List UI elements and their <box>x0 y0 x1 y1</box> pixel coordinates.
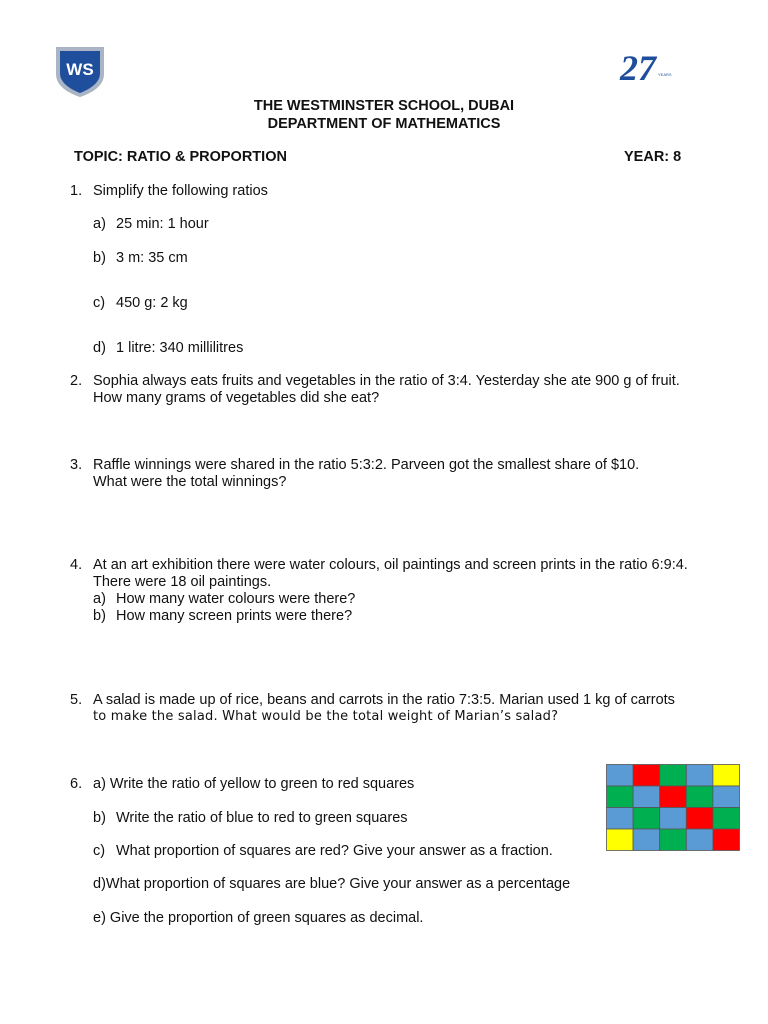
topic-heading: TOPIC: RATIO & PROPORTION <box>74 149 287 165</box>
q1-number: 1. <box>70 183 83 199</box>
q2-line2: How many grams of vegetables did she eat? <box>93 390 380 406</box>
grid-square-red <box>660 786 687 808</box>
year-heading: YEAR: 8 <box>624 149 682 165</box>
school-logo-text: WS <box>66 60 94 79</box>
q1a-label: a) <box>93 216 106 232</box>
grid-square-red <box>686 808 713 830</box>
grid-square-green <box>633 808 660 830</box>
q3-line1: Raffle winnings were shared in the ratio 5:3:2. Parveen got the smallest share of $10. <box>93 457 640 473</box>
colored-square-grid <box>606 764 740 851</box>
grid-square-green <box>660 765 687 787</box>
q6e-text: e) Give the proportion of green squares as decimal. <box>93 910 424 926</box>
grid-square-blue <box>633 829 660 851</box>
grid-square-green <box>660 829 687 851</box>
anniversary-logo-text: 27 <box>620 48 656 86</box>
q1a-text: 25 min: 1 hour <box>116 216 209 232</box>
q3-number: 3. <box>70 457 83 473</box>
q1d-label: d) <box>93 340 106 356</box>
q4a-label: a) <box>93 591 106 607</box>
q4-line1: At an art exhibition there were water colours, oil paintings and screen prints in the ratio 6:9:4. <box>93 557 688 573</box>
grid-square-red <box>633 765 660 787</box>
q1b-text: 3 m: 35 cm <box>116 250 188 266</box>
department-name: DEPARTMENT OF MATHEMATICS <box>267 116 501 132</box>
grid-square-yellow <box>607 829 634 851</box>
school-logo <box>52 44 108 98</box>
grid-square-red <box>713 829 740 851</box>
q4-number: 4. <box>70 557 83 573</box>
q6d-text: d)What proportion of squares are blue? Give your answer as a percentage <box>93 876 571 892</box>
anniversary-logo-small: YEARS <box>658 72 672 77</box>
q6c-text: What proportion of squares are red? Give your answer as a fraction. <box>116 843 553 859</box>
grid-square-blue <box>607 765 634 787</box>
q6a-text: a) Write the ratio of yellow to green to red squares <box>93 776 415 792</box>
school-name: THE WESTMINSTER SCHOOL, DUBAI <box>253 98 515 114</box>
grid-square-green <box>713 808 740 830</box>
grid-square-green <box>607 786 634 808</box>
q4b-text: How many screen prints were there? <box>116 608 353 624</box>
q1c-label: c) <box>93 295 106 311</box>
q3-line2: What were the total winnings? <box>93 474 287 490</box>
q4b-label: b) <box>93 608 106 624</box>
grid-square-blue <box>686 765 713 787</box>
q6b-text: Write the ratio of blue to red to green squares <box>116 810 408 826</box>
q2-line1: Sophia always eats fruits and vegetables in the ratio of 3:4. Yesterday she ate 900 g of fruit. <box>93 373 680 389</box>
anniversary-logo <box>618 44 674 86</box>
grid-square-yellow <box>713 765 740 787</box>
q1c-text: 450 g: 2 kg <box>116 295 188 311</box>
grid-square-blue <box>713 786 740 808</box>
grid-square-blue <box>607 808 634 830</box>
q5-line2: to make the salad. What would be the total weight of Marian’s salad? <box>93 709 559 724</box>
grid-square-green <box>686 786 713 808</box>
q1d-text: 1 litre: 340 millilitres <box>116 340 244 356</box>
q5-line1: A salad is made up of rice, beans and carrots in the ratio 7:3:5. Marian used 1 kg of carrots <box>93 692 675 708</box>
q6c-label: c) <box>93 843 106 859</box>
q4a-text: How many water colours were there? <box>116 591 356 607</box>
q1-text: Simplify the following ratios <box>93 183 268 199</box>
q1b-label: b) <box>93 250 106 266</box>
q5-number: 5. <box>70 692 83 708</box>
grid-square-blue <box>686 829 713 851</box>
grid-square-blue <box>633 786 660 808</box>
q4-line2: There were 18 oil paintings. <box>93 574 272 590</box>
grid-square-blue <box>660 808 687 830</box>
q2-number: 2. <box>70 373 83 389</box>
q6-number: 6. <box>70 776 83 792</box>
q6b-label: b) <box>93 810 106 826</box>
